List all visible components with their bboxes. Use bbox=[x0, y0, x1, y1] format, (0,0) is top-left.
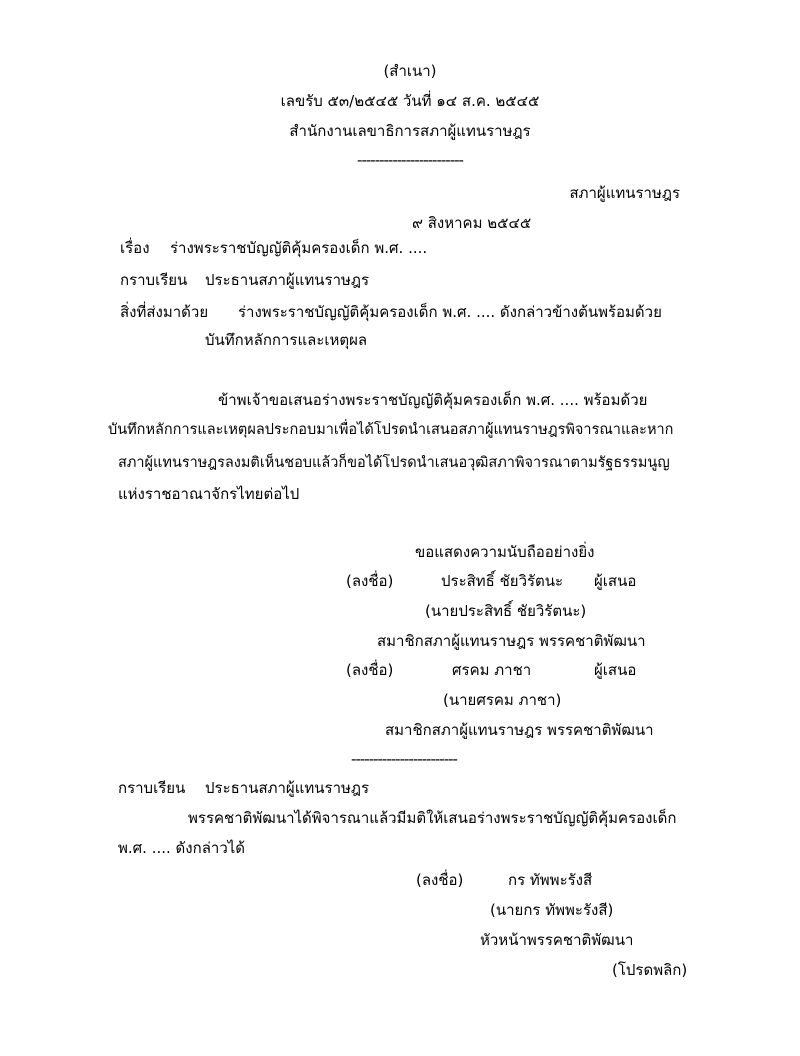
salutation-label: กราบเรียน bbox=[120, 271, 188, 289]
office-name: สำนักงานเลขาธิการสภาผู้แทนราษฎร bbox=[289, 122, 531, 140]
party-leader-position: หัวหน้าพรรคชาติพัฒนา bbox=[480, 931, 634, 949]
salutation-recipient: ประธานสภาผู้แทนราษฎร bbox=[205, 271, 370, 289]
subject-text: ร่างพระราชบัญญัติคุ้มครองเด็ก พ.ศ. .... bbox=[170, 239, 428, 257]
signature-2: ศรคม ภาชา bbox=[452, 661, 532, 679]
proposer-role: ผู้เสนอ bbox=[594, 661, 637, 679]
body-line-2: บันทึกหลักการและเหตุผลประกอบมาเพื่อได้โปรดนำเสนอสภาผู้แทนราษฎรพิจารณาและหาก bbox=[108, 422, 674, 438]
signed-label: (ลงชื่อ) bbox=[346, 572, 394, 590]
endorsement-salutation-label: กราบเรียน bbox=[118, 779, 186, 797]
body-line-3: สภาผู้แทนราษฎรลงมติเห็นชอบแล้วก็ขอได้โปรดนำเสนอวุฒิสภาพิจารณาตามรัฐธรรมนูญ bbox=[118, 455, 670, 471]
body-line-1: ข้าพเจ้าขอเสนอร่างพระราชบัญญัติคุ้มครองเด็ก พ.ศ. .... พร้อมด้วย bbox=[218, 391, 648, 409]
turn-over-note: (โปรดพลิก) bbox=[612, 961, 688, 979]
subject-label: เรื่อง bbox=[120, 239, 150, 257]
letter-date: ๙ สิงหาคม ๒๕๔๕ bbox=[412, 214, 532, 232]
header-divider: ------------------------ bbox=[357, 151, 463, 169]
proposer-role: ผู้เสนอ bbox=[594, 572, 637, 590]
signer-full-name: (นายประสิทธิ์ ชัยวิรัตนะ) bbox=[425, 602, 587, 620]
section-divider: ------------------------ bbox=[351, 750, 457, 768]
signer-position: สมาชิกสภาผู้แทนราษฎร พรรคชาติพัฒนา bbox=[385, 721, 654, 739]
body-line-4: แห่งราชอาณาจักรไทยต่อไป bbox=[118, 485, 300, 503]
party-leader-full-name: (นายกร ทัพพะรังสี) bbox=[490, 901, 614, 919]
party-leader-signature: กร ทัพพะรังสี bbox=[508, 871, 593, 889]
enclosure-continuation: บันทึกหลักการและเหตุผล bbox=[205, 331, 368, 349]
endorsement-recipient: ประธานสภาผู้แทนราษฎร bbox=[205, 779, 370, 797]
receipt-line: เลขรับ ๕๓/๒๕๔๕ วันที่ ๑๔ ส.ค. ๒๕๔๕ bbox=[280, 92, 540, 110]
signed-label: (ลงชื่อ) bbox=[416, 871, 464, 889]
signer-full-name: (นายศรคม ภาชา) bbox=[443, 691, 562, 709]
signed-label: (ลงชื่อ) bbox=[346, 661, 394, 679]
closing-phrase: ขอแสดงความนับถืออย่างยิ่ง bbox=[415, 543, 595, 561]
signer-position: สมาชิกสภาผู้แทนราษฎร พรรคชาติพัฒนา bbox=[377, 632, 646, 650]
copy-mark: (สำเนา) bbox=[383, 62, 437, 80]
signature-1: ประสิทธิ์ ชัยวิรัตนะ bbox=[441, 572, 564, 590]
enclosure-label: สิ่งที่ส่งมาด้วย bbox=[120, 303, 209, 321]
enclosure-text: ร่างพระราชบัญญัติคุ้มครองเด็ก พ.ศ. .... ดังกล่าวข้างต้นพร้อมด้วย bbox=[238, 303, 662, 321]
endorsement-line-2: พ.ศ. .... ดังกล่าวได้ bbox=[118, 839, 246, 857]
sender-office: สภาผู้แทนราษฎร bbox=[569, 184, 680, 202]
endorsement-line-1: พรรคชาติพัฒนาได้พิจารณาแล้วมีมติให้เสนอร่างพระราชบัญญัติคุ้มครองเด็ก bbox=[188, 809, 677, 827]
